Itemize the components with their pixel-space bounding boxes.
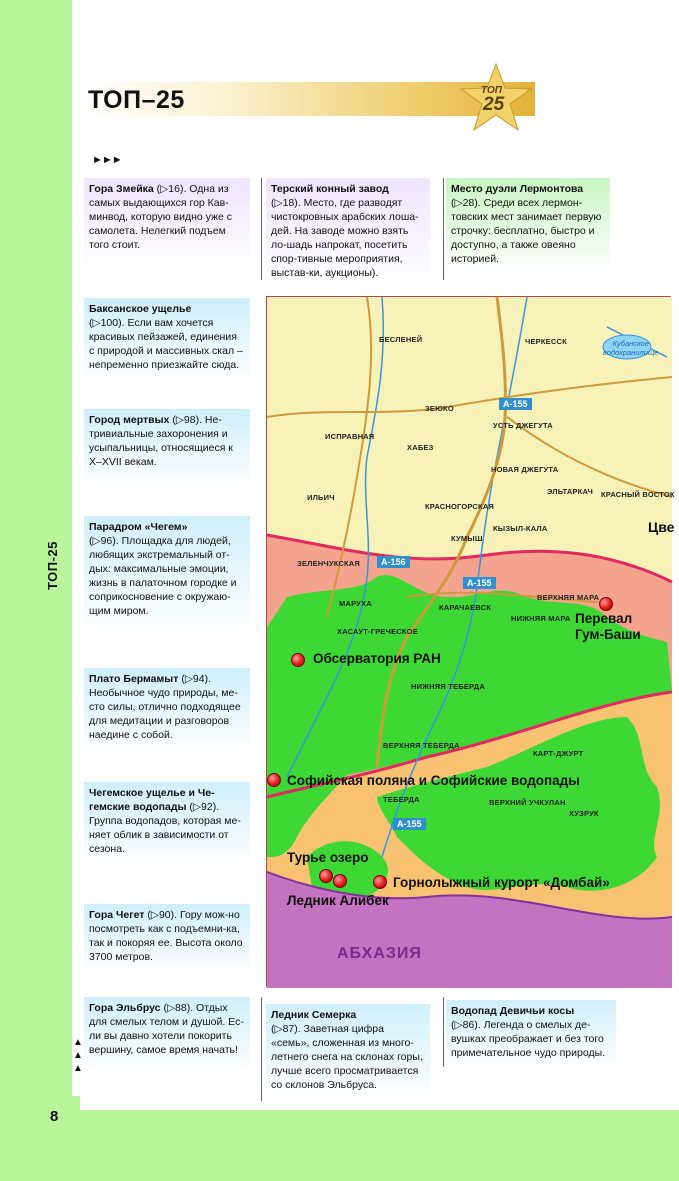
card-lermontov-duel: Место дуэли Лермонтова (▷28). Среди всех лермон-товских мест занимает первую строчку: бесплатно, быстро и доступно, а также овеяно историей. [446,178,610,274]
top-place-marker [291,653,305,667]
arrows-up: ▲ ▲ ▲ [73,1037,82,1074]
arrows-right: ►►► [92,154,122,166]
town-label: ИСПРАВНАЯ [325,432,375,441]
left-sidebar [0,0,72,1096]
place-label: Перевал Гум-Баши [575,611,641,642]
page-ref-icon: ▷ [274,1023,283,1035]
region-label: АБХАЗИЯ [337,945,422,962]
card-text: . Заветная цифра «семь», сложенная из много-летнего снега на склонах горы, лучше всего просматривается со склонов Эльбруса. [271,1023,423,1091]
card-text: . Не-тривиальные захоронения и усыпальницы, относящиеся к X–XVII векам. [89,414,233,468]
card-devichi-kosy: Водопад Девичьи косы (▷86). Легенда о смелых де-вушках преображает и без того примечательное чудо природы. [446,1000,616,1068]
card-text: . Место, где разводят чистокровных арабских лоша-дей. На заводе можно взять ло-шадь напрокат, посетить спор-тивные мероприятия, выстав-ки, аукционы). [271,197,419,279]
town-label: КРАСНЫЙ ВОСТОК [601,490,675,499]
card-ref: 28 [462,197,475,209]
top-place-marker [333,874,347,888]
town-label: Цве [648,519,675,535]
card-title: Место дуэли Лермонтова [451,183,584,195]
card-title: Гора Эльбрус [89,1002,161,1014]
card-bermamyt: Плато Бермамыт (▷94). Необычное чудо природы, ме-сто силы, отлично подходящее для медитации и разговоров наедине с собой. [84,668,250,754]
page-ref-icon: ▷ [166,1002,176,1014]
town-label: ЭЛЬТАРКАЧ [547,487,593,496]
card-text: . Необычное чудо природы, ме-сто силы, отлично подходящее для медитации и разговоров наедине с собой. [89,673,241,741]
place-label: Обсерватория РАН [313,651,441,666]
town-label: МАРУХА [339,599,372,608]
place-label: Софийская поляна и Софийские водопады [287,773,580,788]
town-label: НОВАЯ ДЖЕГУТА [491,465,559,474]
divider [443,178,444,280]
page-ref-icon: ▷ [454,1019,463,1031]
town-label: ВЕРХНЯЯ МАРА [537,593,600,602]
road-label: А-155 [393,818,426,830]
card-text: . Одна из самых выдающихся гор Кав-минвод, которую видно уже с самолета. Нелегкий подъем того стоит. [89,183,233,251]
card-ref: 90 [158,909,171,921]
road-label: А-155 [499,398,532,410]
divider [443,997,444,1067]
card-text: . Среди всех лермон-товских мест занимает первую строчку: бесплатно, быстро и доступно, а также овеяно историей. [451,197,602,265]
card-title: Водопад Девичьи косы [451,1005,575,1017]
divider [261,997,262,1101]
footer-bar [80,1110,679,1181]
card-text: . Легенда о смелых де-вушках преображает и без того примечательное чудо природы. [451,1019,606,1059]
card-semerka: Ледник Семерка (▷87). Заветная цифра «семь», сложенная из много-летнего снега на склонах горы, лучше всего просматривается со склонов Эльбруса. [266,1004,430,1100]
card-baksan: Баксанское ущелье (▷100). Если вам хочется красивых пейзажей, единения с природой и массивных скал – непременно приезжайте сюда. [84,298,250,384]
top-place-marker [267,773,281,787]
card-text: . Площадка для людей, любящих экстремальный от-дых: максимальные эмоции, жизнь в палаточном городке и соприкосновение с окружаю-щим миром. [89,535,237,617]
card-ref: 94 [192,673,205,685]
page-title: ТОП–25 [88,86,185,114]
town-label: НИЖНЯЯ МАРА [511,614,571,623]
card-chegem-gorge: Чегемское ущелье и Че-гемские водопады (▷92). Группа водопадов, которая ме-няет облик в зависимости от сезона. [84,782,250,866]
top-place-marker [373,875,387,889]
card-title: Гора Змейка [89,183,154,195]
card-ref: 16 [168,183,180,195]
town-label: ЗЕЮКО [425,404,454,413]
road-label: А-155 [463,577,496,589]
town-label: БЕСЛЕНЕЙ [379,335,423,344]
card-title: Город мертвых [89,414,170,426]
page-number: 8 [50,1108,59,1125]
page-ref-icon: ▷ [92,535,101,547]
page-ref-icon: ▷ [175,414,184,426]
card-ref: 88 [175,1002,187,1014]
page-ref-icon: ▷ [150,909,159,921]
card-title: Плато Бермамыт [89,673,179,685]
page-ref-icon: ▷ [192,801,201,813]
region-map [266,296,675,987]
card-tersky: Терский конный завод (▷18). Место, где разводят чистокровных арабских лоша-дей. На заводе можно взять ло-шадь напрокат, посетить спор-тивные мероприятия, выстав-ки, аукционы). [266,178,430,284]
top-place-marker [599,597,613,611]
card-ref: 100 [100,317,119,329]
card-title: Чегемское ущелье и Че-гемские водопады [89,787,215,813]
card-cheget: Гора Чегет (▷90). Гору мож-но посмотреть как с подъемни-ка, так и покоряя ее. Высота около 3700 метров. [84,904,250,974]
card-title: Парадром «Чегем» [89,521,188,533]
town-label: КУМЫШ [451,534,483,543]
town-label: ВЕРХНИЙ УЧКУЛАН [489,798,566,807]
card-elbrus: Гора Эльбрус (▷88). Отдых для смелых телом и душой. Ес-ли вы давно хотели покорить вершину, самое время начать! [84,997,250,1073]
town-label: ТЕБЕРДА [383,795,420,804]
lake-label: Кубанское водохранилище [603,339,659,357]
card-title: Гора Чегет [89,909,145,921]
page-ref-icon: ▷ [160,183,169,195]
page-number-box [0,1096,80,1181]
town-label: ХАСАУТ-ГРЕЧЕСКОЕ [337,627,418,636]
top-place-marker [319,869,333,883]
town-label: ХАБЕЗ [407,443,434,452]
town-label: УСТЬ ДЖЕГУТА [493,421,553,430]
card-ref: 18 [282,197,295,209]
town-label: КЫЗЫЛ-КАЛА [493,524,548,533]
card-text: . Если вам хочется красивых пейзажей, единения с природой и массивных скал – непременно приезжайте сюда. [89,317,243,371]
card-text: . Гору мож-но посмотреть как с подъемни-ка, так и покоряя ее. Высота около 3700 метров. [89,909,243,963]
town-label: ХУЗРУК [569,809,599,818]
card-title: Баксанское ущелье [89,303,192,315]
road-label: А-156 [377,556,410,568]
town-label: КАРТ-ДЖУРТ [533,749,584,758]
town-label: ЗЕЛЕНЧУКСКАЯ [297,559,360,568]
town-label: ИЛЬИЧ [307,493,335,502]
card-title: Ледник Семерка [271,1009,357,1021]
card-dead-city: Город мертвых (▷98). Не-тривиальные захоронения и усыпальницы, относящиеся к X–XVII векам. [84,409,250,489]
place-label: Ледник Алибек [287,893,389,908]
town-label: ВЕРХНЯЯ ТЕБЕРДА [383,741,460,750]
card-ref: 96 [100,535,113,547]
place-label: Турье озеро [287,850,369,865]
card-ref: 98 [183,414,196,426]
card-ref: 87 [282,1023,295,1035]
card-ref: 92 [201,801,213,813]
page-ref-icon: ▷ [92,317,101,329]
page-ref-icon: ▷ [274,197,283,209]
star-badge-number: 25 [483,94,505,115]
page-ref-icon: ▷ [184,673,193,685]
town-label: КАРАЧАЕВСК [439,603,491,612]
card-text: . Группа водопадов, которая ме-няет облик в зависимости от сезона. [89,801,241,855]
card-title: Терский конный завод [271,183,389,195]
town-label: ЧЕРКЕССК [525,337,567,346]
town-label: КРАСНОГОРСКАЯ [425,502,495,511]
sidebar-title: ТОП-25 [45,541,60,590]
place-label: Горнолыжный курорт «Домбай» [393,875,610,890]
town-label: НИЖНЯЯ ТЕБЕРДА [411,682,485,691]
divider [261,178,262,280]
card-chegem-paradrom: Парадром «Чегем» (▷96). Площадка для людей, любящих экстремальный от-дых: максимальные эмоции, жизнь в палаточном городке и соприкосновение с окружаю-щим миром. [84,516,250,634]
page-ref-icon: ▷ [454,197,463,209]
card-ref: 86 [462,1019,475,1031]
card-text: . Отдых для смелых телом и душой. Ес-ли вы давно хотели покорить вершину, самое время начать! [89,1002,244,1056]
card-gora-zmeyka: Гора Змейка (▷16). Одна из самых выдающихся гор Кав-минвод, которую видно уже с самолета. Нелегкий подъем того стоит. [84,178,250,270]
star-badge-label: ТОП [481,85,502,96]
